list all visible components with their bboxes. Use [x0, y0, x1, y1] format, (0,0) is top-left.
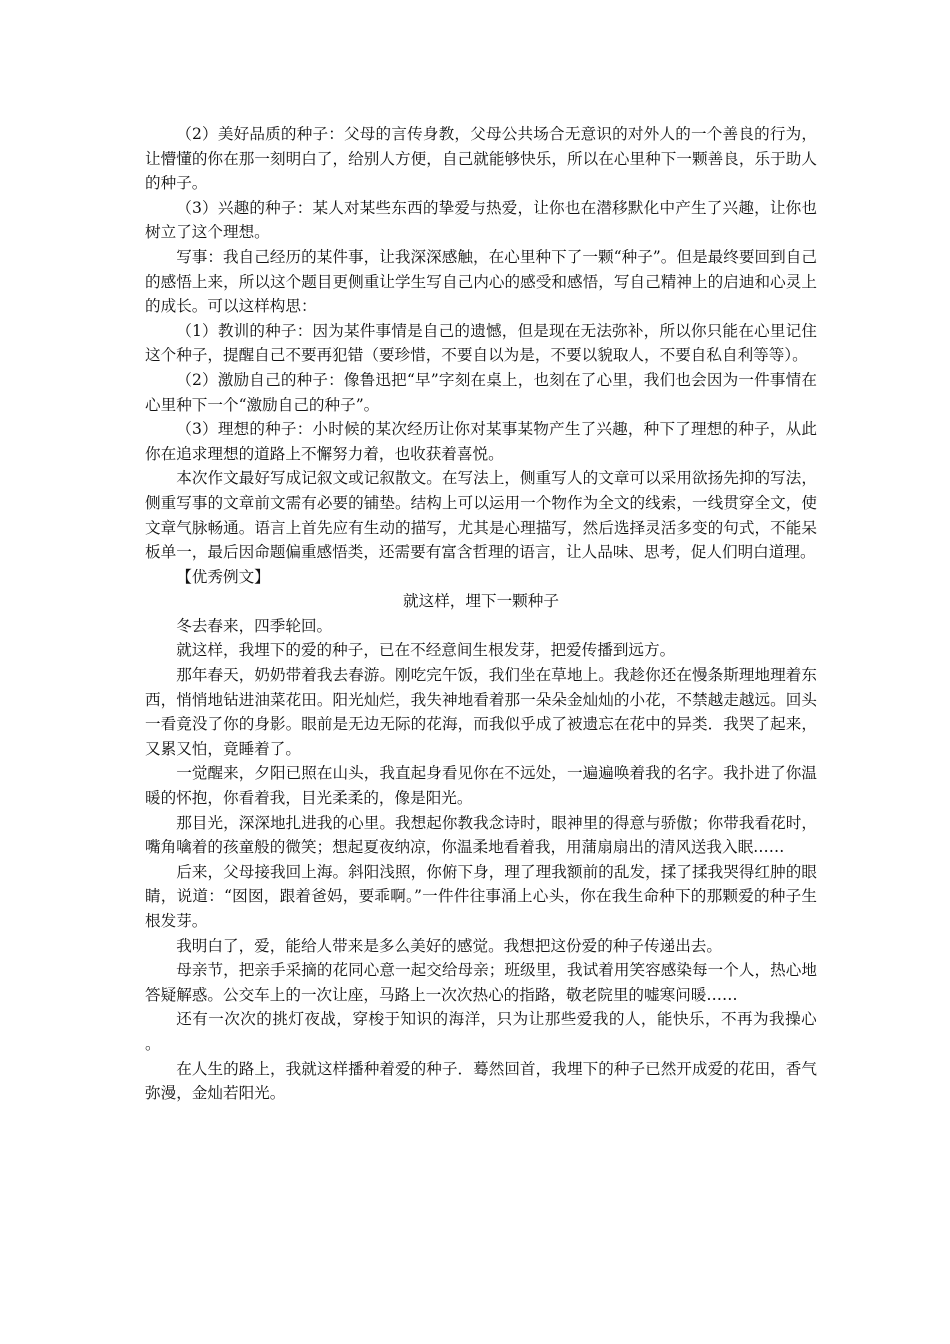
essay-paragraph: 在人生的路上，我就这样播种着爱的种子．蓦然回首，我埋下的种子已然开成爱的花田，香气弥漫，金灿若阳光。 — [145, 1059, 817, 1103]
essay-paragraph: 那目光，深深地扎进我的心里。我想起你教我念诗时，眼神里的得意与骄傲；你带我看花时，嘴角噙着的孩童般的微笑；想起夏夜纳凉，你温柔地看着我，用蒲扇扇出的清风送我入眠…… — [145, 813, 817, 857]
paragraph-lesson-seed: （1）教训的种子：因为某件事情是自己的遗憾，但是现在无法弥补，所以你只能在心里记住这个种子，提醒自己不要再犯错（要珍惜，不要自以为是，不要以貌取人，不要自私自利等等）。 — [145, 321, 817, 365]
essay-paragraph: 后来，父母接我回上海。斜阳浅照，你俯下身，理了理我额前的乱发，揉了揉我哭得红肿的眼睛，说道：“囡囡，跟着爸妈，要乖啊。”一件件往事涌上心头，你在我生命种下的那颗爱的种子生根发芽。 — [145, 862, 817, 930]
essay-paragraph: 母亲节，把亲手采摘的花同心意一起交给母亲；班级里，我试着用笑容感染每一个人，热心地答疑解惑。公交车上的一次让座，马路上一次次热心的指路，敬老院里的嘘寒问暖…… — [145, 961, 817, 1004]
essay-paragraph: 一觉醒来，夕阳已照在山头，我直起身看见你在不远处，一遍遍唤着我的名字。我扑进了你温暖的怀抱，你看着我，目光柔柔的，像是阳光。 — [145, 764, 817, 808]
paragraph-interest-seed: （3）兴趣的种子：某人对某些东西的挚爱与热爱，让你也在潜移默化中产生了兴趣，让你也树立了这个理想。 — [145, 198, 817, 242]
essay-paragraph: 冬去春来，四季轮回。 — [176, 616, 333, 635]
section-label: 【优秀例文】 — [176, 567, 270, 586]
essay-paragraph: 还有一次次的挑灯夜战，穿梭于知识的海洋，只为让那些爱我的人，能快乐，不再为我操心。 — [145, 1010, 817, 1053]
document-page — [145, 122, 817, 1106]
paragraph-write-event: 写事：我自己经历的某件事，让我深深感触，在心里种下了一颗“种子”。但是最终要回到自己的感悟上来，所以这个题目更侧重让学生写自己内心的感受和感悟，写自己精神上的启迪和心灵上的成长。可以这样构思： — [145, 247, 817, 316]
essay-title: 就这样，埋下一颗种子 — [403, 592, 559, 611]
essay-paragraph: 那年春天，奶奶带着我去春游。刚吃完午饭，我们坐在草地上。我趁你还在慢条斯理地理着东西，悄悄地钻进油菜花田。阳光灿烂，我失神地看着那一朵朵金灿灿的小花，不禁越走越远。回头一看竟没了你的身影。眼前是无边无际的花海，而我似乎成了被遗忘在花中的异类．我哭了起来，又累又怕，竟睡着了。 — [145, 666, 817, 758]
paragraph-good-quality-seed: （2）美好品质的种子：父母的言传身教，父母公共场合无意识的对外人的一个善良的行为，让懵懂的你在那一刻明白了，给别人方便，自己就能够快乐，所以在心里种下一颗善良，乐于助人的种子。 — [145, 125, 817, 193]
paragraph-ideal-seed: （3）理想的种子：小时候的某次经历让你对某事某物产生了兴趣，种下了理想的种子，从此你在追求理想的道路上不懈努力着，也收获着喜悦。 — [145, 420, 817, 463]
paragraph-writing-advice: 本次作文最好写成记叙文或记叙散文。在写法上，侧重写人的文章可以采用欲扬先抑的写法，侧重写事的文章前文需有必要的铺垫。结构上可以运用一个物作为全文的线索，一线贯穿全文，使文章气脉畅通。语言上首先应有生动的描写，尤其是心理描写，然后选择灵活多变的句式，不能呆板单一，最后因命题偏重感悟类，还需要有富含哲理的语言，让人品味、思考，促人们明白道理。 — [145, 469, 817, 562]
paragraph-motivation-seed: （2）激励自己的种子：像鲁迅把“早”字刻在桌上，也刻在了心里，我们也会因为一件事情在心里种下一个“激励自己的种子”。 — [145, 370, 817, 414]
essay-paragraph: 就这样，我埋下的爱的种子，已在不经意间生根发芽，把爱传播到远方。 — [176, 641, 676, 660]
essay-paragraph: 我明白了，爱，能给人带来是多么美好的感觉。我想把这份爱的种子传递出去。 — [176, 936, 722, 955]
